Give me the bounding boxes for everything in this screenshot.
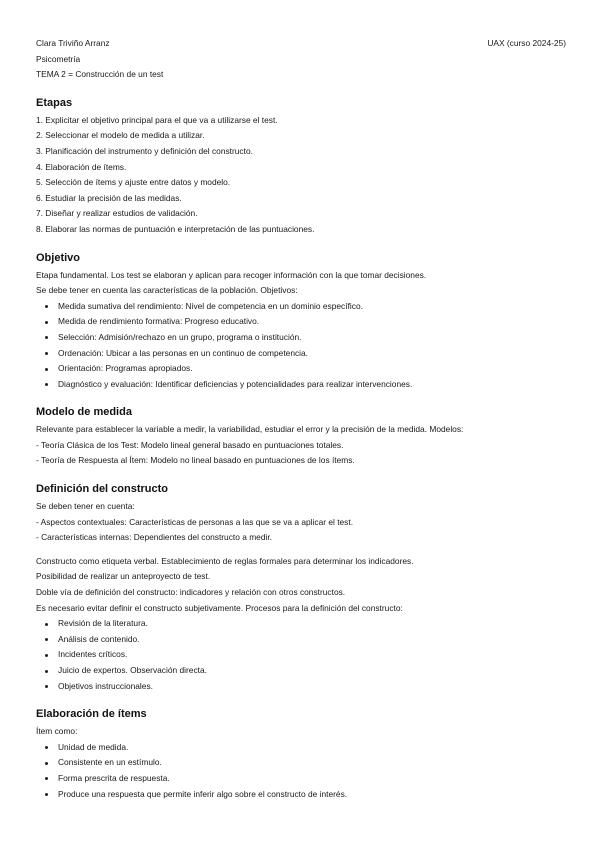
author-name: Clara Triviño Arranz xyxy=(36,38,110,48)
objetivo-heading: Objetivo xyxy=(36,251,81,264)
document-page xyxy=(36,36,566,802)
objetivo-bullet: Medida de rendimiento formativa: Progreso educativo. xyxy=(36,314,566,330)
etapa-item: 7. Diseñar y realizar estudios de validación. xyxy=(36,208,198,219)
objetivo-list xyxy=(36,299,566,393)
etapa-item: 8. Elaborar las normas de puntuación e interpretación de las puntuaciones. xyxy=(36,223,315,234)
etapa-item: 3. Planificación del instrumento y definición del constructo. xyxy=(36,145,253,156)
definicion-text: Se deben tener en cuenta: xyxy=(36,501,135,512)
modelo-text: - Teoría de Respuesta al Ítem: Modelo no lineal basado en puntuaciones de los ítems. xyxy=(36,455,355,466)
definicion-text: Es necesario evitar definir el constructo subjetivamente. Procesos para la definición del constructo: xyxy=(36,602,403,613)
definicion-bullet: Revisión de la literatura. xyxy=(36,616,566,632)
modelo-text: Relevante para establecer la variable a medir, la variabilidad, estudiar el error y la precisión de la medida. Modelos: xyxy=(36,424,464,435)
objetivo-text: Etapa fundamental. Los test se elaboran y aplican para recoger información con la que tomar decisiones. xyxy=(36,269,427,280)
definicion-bullet: Juicio de expertos. Observación directa. xyxy=(36,663,566,679)
header-row xyxy=(36,36,566,52)
modelo-text: - Teoría Clásica de los Test: Modelo lineal general basado en puntuaciones totales. xyxy=(36,439,344,450)
etapa-item: 4. Elaboración de ítems. xyxy=(36,161,127,172)
etapas-list xyxy=(36,113,566,238)
elaboracion-list xyxy=(36,740,566,802)
elaboracion-bullet: Unidad de medida. xyxy=(36,740,566,756)
etapa-item: 1. Explicitar el objetivo principal para el que va a utilizarse el test. xyxy=(36,114,278,125)
paragraph-gap xyxy=(36,546,566,554)
definicion-text: Doble vía de definición del constructo: indicadores y relación con otros constructos. xyxy=(36,587,346,598)
elaboracion-bullet: Produce una respuesta que permite inferir algo sobre el constructo de interés. xyxy=(36,787,566,803)
modelo-heading: Modelo de medida xyxy=(36,406,132,419)
objetivo-bullet: Medida sumativa del rendimiento: Nivel de competencia en un dominio específico. xyxy=(36,299,566,315)
definicion-bullet: Análisis de contenido. xyxy=(36,632,566,648)
course-label: UAX (curso 2024-25) xyxy=(487,38,566,48)
subject-label: Psicometría xyxy=(36,53,81,64)
etapa-item: 6. Estudiar la precisión de las medidas. xyxy=(36,192,182,203)
objetivo-bullet: Orientación: Programas apropiados. xyxy=(36,361,566,377)
etapas-heading: Etapas xyxy=(36,96,73,109)
definicion-text: - Características internas: Dependientes del constructo a medir. xyxy=(36,532,273,543)
elaboracion-bullet: Consistente en un estímulo. xyxy=(36,755,566,771)
definicion-text: - Aspectos contextuales: Características de personas a las que se va a aplicar el test. xyxy=(36,516,354,527)
objetivo-bullet: Ordenación: Ubicar a las personas en un continuo de competencia. xyxy=(36,346,566,362)
elaboracion-heading: Elaboración de ítems xyxy=(36,708,147,721)
definicion-bullet: Objetivos instruccionales. xyxy=(36,679,566,695)
definicion-text: Posibilidad de realizar un anteproyecto de test. xyxy=(36,571,211,582)
definicion-heading: Definición del constructo xyxy=(36,483,169,496)
objetivo-bullet: Selección: Admisión/rechazo en un grupo, programa o institución. xyxy=(36,330,566,346)
definicion-bullet: Incidentes críticos. xyxy=(36,647,566,663)
elaboracion-bullet: Forma prescrita de respuesta. xyxy=(36,771,566,787)
elaboracion-intro: Ítem como: xyxy=(36,726,78,737)
topic-title: TEMA 2 = Construcción de un test xyxy=(36,69,164,80)
objetivo-text: Se debe tener en cuenta las características de la población. Objetivos: xyxy=(36,285,298,296)
etapa-item: 5. Selección de ítems y ajuste entre datos y modelo. xyxy=(36,177,231,188)
objetivo-bullet: Diagnóstico y evaluación: Identificar deficiencias y potencialidades para realizar intervenciones. xyxy=(36,377,566,393)
definicion-list xyxy=(36,616,566,694)
etapa-item: 2. Seleccionar el modelo de medida a utilizar. xyxy=(36,130,205,141)
definicion-text: Constructo como etiqueta verbal. Establecimiento de reglas formales para determinar los indicadores. xyxy=(36,555,414,566)
